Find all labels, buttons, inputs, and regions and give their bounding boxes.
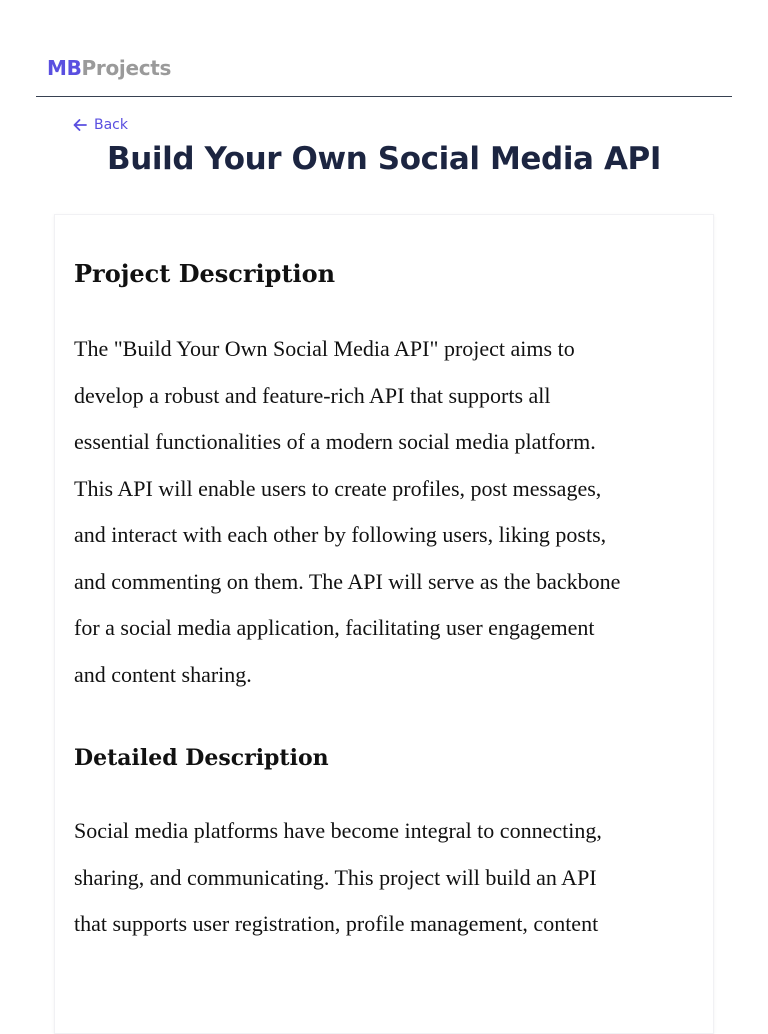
project-content-card	[54, 214, 714, 1034]
site-logo[interactable]	[47, 54, 171, 82]
text-line: The "Build Your Own Social Media API" project aims to	[74, 336, 575, 361]
project-description-text	[74, 326, 704, 698]
arrow-left-icon	[72, 117, 88, 133]
logo-mb-text: MB	[47, 56, 82, 80]
page-title: Build Your Own Social Media API	[106, 141, 662, 177]
text-line: and content sharing.	[74, 661, 252, 687]
text-line: This API will enable users to create profiles, post messages,	[74, 475, 602, 501]
text-line: Social media platforms have become integral to connecting,	[74, 818, 602, 843]
text-line: and interact with each other by following users, liking posts,	[74, 522, 607, 547]
text-line: sharing, and communicating. This project will build an API	[74, 864, 597, 890]
logo-projects-text: Projects	[81, 56, 172, 80]
section-heading-project-description: Project Description	[74, 259, 336, 288]
text-line: for a social media application, facilitating user engagement	[74, 615, 595, 640]
detailed-description-text	[74, 808, 704, 948]
text-line: and commenting on them. The API will serve as the backbone	[74, 568, 621, 594]
text-line: essential functionalities of a modern social media platform.	[74, 429, 596, 454]
section-heading-detailed-description: Detailed Description	[74, 745, 329, 771]
back-link-label: Back	[94, 117, 128, 133]
text-line: that supports user registration, profile management, content	[74, 911, 599, 936]
site-header	[36, 0, 732, 97]
back-link[interactable]	[72, 115, 128, 135]
text-line: develop a robust and feature-rich API that supports all	[74, 382, 551, 408]
